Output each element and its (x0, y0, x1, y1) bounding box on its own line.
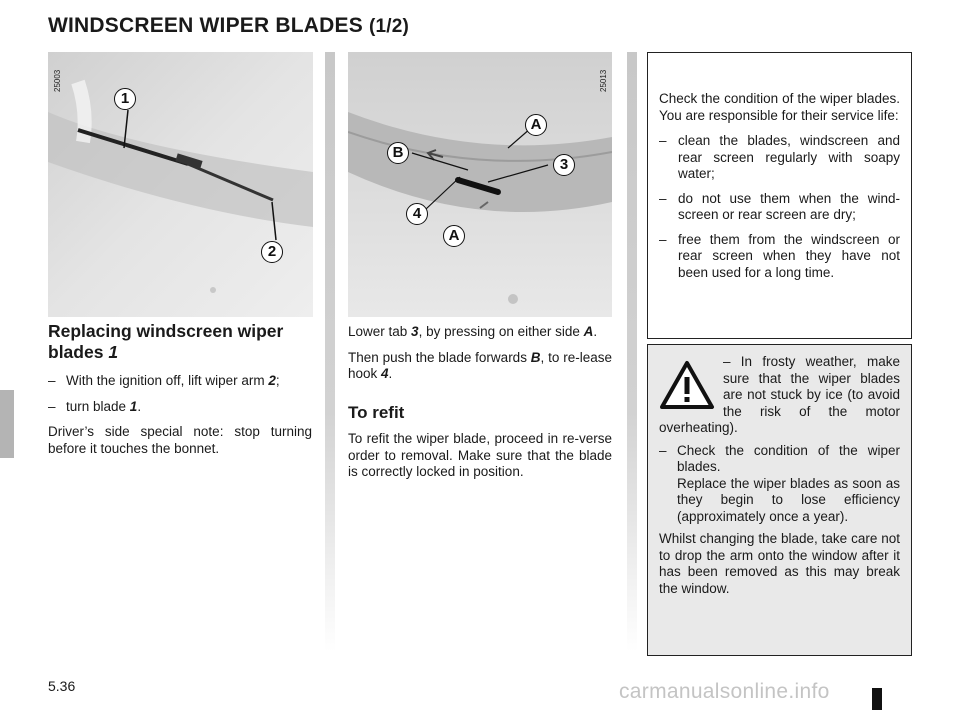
info-box-wiper-care (647, 52, 912, 339)
lower-tab-text-2: , by pressing on either side (418, 324, 584, 339)
callout-b: B (387, 142, 409, 164)
page-title-text: WINDSCREEN WIPER BLADES (48, 14, 363, 37)
warning-closing: Whilst changing the blade, take care not to drop the arm onto the window after it has been removed as this may break the window. (659, 531, 900, 596)
warning-check-condition (659, 443, 900, 526)
warning-box (647, 344, 912, 656)
warning-frost: – In frosty weather, make sure that the wiper blades are not stuck by ice (to avoid the risk of the motor overheating). (659, 354, 900, 435)
push-blade-ref-b: B (530, 349, 541, 365)
watermark: carmanualsonline.info (619, 680, 830, 703)
callout-a-bottom: A (443, 225, 465, 247)
column-divider-left (325, 52, 335, 652)
heading-replacing-ref: 1 (108, 342, 119, 362)
driver-side-note: Driver’s side special note: stop turning before it touches the bonnet. (48, 424, 312, 456)
figure-2-leader-lines (348, 52, 612, 317)
paragraph-lower-tab (348, 324, 612, 341)
lower-tab-punct: . (593, 324, 598, 339)
info-intro: Check the condition of the wiper blades. You are responsible for their service life: (659, 91, 900, 123)
figure-2-reference: 25013 (599, 69, 608, 92)
step-2-ref: 1 (129, 398, 138, 414)
middle-column-text (348, 324, 612, 490)
warning-triangle-icon (659, 360, 715, 410)
lower-tab-ref-a: A (583, 324, 594, 339)
figure-1-reference: 25003 (53, 69, 62, 92)
left-column-text (48, 321, 312, 466)
step-1-text: With the ignition off, lift wiper arm (66, 373, 269, 388)
push-blade-text-2: , to re-lease hook (348, 349, 612, 381)
step-1-ref: 2 (268, 373, 276, 388)
section-heading-replacing (48, 321, 312, 363)
push-blade-ref-4: 4 (381, 366, 389, 381)
step-turn-blade (48, 399, 312, 416)
push-blade-punct: . (388, 366, 393, 381)
warning-replace-text: Replace the wiper blades as soon as they begin to lose efficiency (approximately once a year). (677, 475, 900, 524)
paragraph-push-blade (348, 350, 612, 383)
callout-3: 3 (553, 154, 575, 176)
page-number: 5.36 (48, 678, 76, 694)
callout-1: 1 (114, 88, 136, 110)
page-title (48, 14, 409, 38)
paragraph-refit: To refit the wiper blade, proceed in re-verse order to removal. Make sure that the blade is correctly locked in position. (348, 431, 612, 479)
figure-1-leader-lines (48, 52, 313, 317)
step-2-punct: . (137, 398, 142, 414)
callout-a-top: A (525, 114, 547, 136)
callout-4: 4 (406, 203, 428, 225)
section-heading-to-refit: To refit (348, 402, 405, 422)
info-item-dry: – do not use them when the wind-screen or rear screen are dry; (659, 191, 900, 224)
lower-tab-text-1: Lower tab (348, 324, 412, 339)
step-lift-wiper-arm (48, 373, 312, 390)
step-2-text: turn blade (66, 398, 130, 414)
corner-mark (872, 688, 882, 710)
warning-check-text: – Check the condition of the wiper blades. (677, 442, 900, 474)
heading-replacing-text: Replacing windscreen wiper blades (48, 321, 284, 362)
page-title-part: (1/2) (369, 16, 410, 37)
chapter-side-tab (0, 390, 14, 458)
callout-2: 2 (261, 241, 283, 263)
info-item-clean: – clean the blades, windscreen and rear screen regularly with soapy water; (659, 133, 900, 183)
column-divider-right (627, 52, 637, 652)
info-item-free: – free them from the windscreen or rear screen when they have not been used for a long time. (659, 232, 900, 282)
lower-tab-ref-3: 3 (411, 324, 419, 339)
step-1-punct: ; (275, 373, 280, 388)
push-blade-text-1: Then push the blade forwards (348, 349, 531, 365)
